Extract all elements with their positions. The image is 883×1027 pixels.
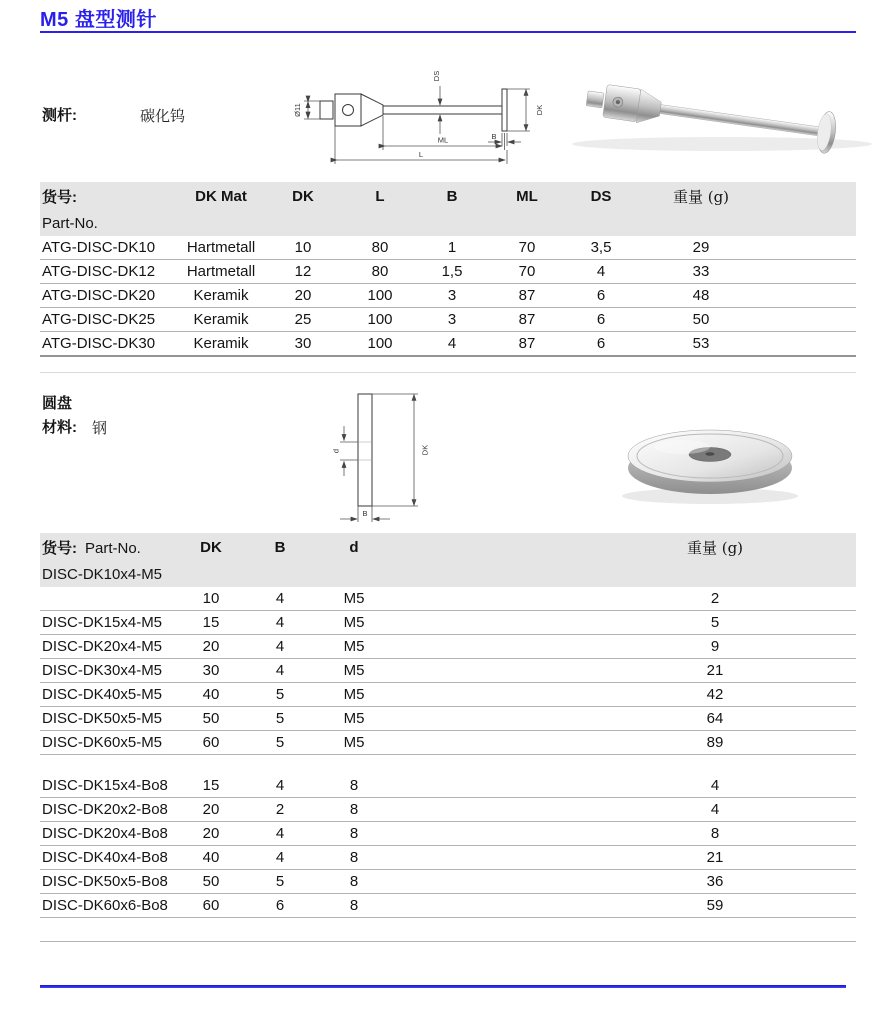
- disc-material-label: 材料:: [42, 419, 77, 436]
- cell-d: 8: [318, 774, 390, 798]
- cell-weight: 5: [640, 611, 790, 635]
- col-part-en: Part-No.: [40, 210, 856, 236]
- cell-part: DISC-DK20x2-Bo8: [40, 798, 180, 822]
- cell-weight: 53: [638, 332, 764, 357]
- stylus-shaft-table: [40, 182, 856, 373]
- table-row: [40, 683, 856, 707]
- cell-d: 8: [318, 846, 390, 870]
- table-row: [40, 822, 856, 846]
- dim-label-l: L: [418, 150, 424, 159]
- disc-material-value: 钢: [92, 419, 108, 437]
- cell-dk: 40: [180, 683, 242, 707]
- title-rule: [40, 31, 856, 33]
- disc-dimension-drawing: [328, 386, 446, 528]
- bottom-rule: [40, 985, 846, 988]
- dim-label-dk2: DK: [420, 444, 430, 456]
- cell-part: DISC-DK40x4-Bo8: [40, 846, 180, 870]
- table1-footer-line: [40, 356, 856, 373]
- cell-dk-mat: Keramik: [182, 308, 260, 332]
- cell-dk: [180, 755, 242, 775]
- cell-d: 8: [318, 798, 390, 822]
- cell-part: DISC-DK20x4-Bo8: [40, 822, 180, 846]
- col-part-cn: 货号:: [40, 182, 182, 210]
- cell-weight: 33: [638, 260, 764, 284]
- dim-label-b: B: [491, 132, 497, 141]
- col-l: L: [346, 182, 414, 210]
- disc-product-photo: [610, 410, 815, 512]
- col-dk: DK: [260, 182, 346, 210]
- disc-table: [40, 533, 856, 942]
- cell-part: DISC-DK15x4-M5: [40, 611, 180, 635]
- cell-part: ATG-DISC-DK12: [40, 260, 182, 284]
- col-dk2: DK: [180, 533, 242, 561]
- cell-d: [318, 755, 390, 775]
- cell-d: M5: [318, 587, 390, 611]
- cell-b: 5: [242, 707, 318, 731]
- dim-label-dk: DK: [535, 104, 544, 116]
- cell-dk: 10: [260, 236, 346, 260]
- table-row: [40, 755, 856, 775]
- stylus-shaft-label: 测杆:: [42, 107, 77, 124]
- col-b: B: [414, 182, 490, 210]
- disc-label: 圆盘: [42, 395, 73, 412]
- table1-header: [40, 182, 856, 236]
- cell-ds: 6: [564, 284, 638, 308]
- table2-header: [40, 533, 856, 587]
- cell-part: DISC-DK60x6-Bo8: [40, 894, 180, 918]
- col-spacer: [390, 533, 640, 561]
- cell-part: ATG-DISC-DK25: [40, 308, 182, 332]
- table1-body: [40, 236, 856, 356]
- cell-d: 8: [318, 870, 390, 894]
- cell-b: 4: [242, 846, 318, 870]
- cell-weight: 4: [640, 798, 790, 822]
- cell-b: 4: [414, 332, 490, 357]
- cell-dk: 25: [260, 308, 346, 332]
- cell-weight: 48: [638, 284, 764, 308]
- cell-part: DISC-DK30x4-M5: [40, 659, 180, 683]
- table-row: [40, 894, 856, 918]
- cell-d: M5: [318, 611, 390, 635]
- cell-weight: 89: [640, 731, 790, 755]
- cell-dk: 50: [180, 870, 242, 894]
- cell-dk: 20: [180, 798, 242, 822]
- cell-dk-mat: Keramik: [182, 332, 260, 357]
- table-row: [40, 774, 856, 798]
- cell-weight: 2: [640, 587, 790, 611]
- cell-d: M5: [318, 635, 390, 659]
- cell-dk: 20: [260, 284, 346, 308]
- col-ds: DS: [564, 182, 638, 210]
- cell-weight: 36: [640, 870, 790, 894]
- cell-b: 5: [242, 870, 318, 894]
- table-row: [40, 332, 856, 357]
- dim-label-ds: DS: [432, 70, 441, 82]
- col-d2: d: [318, 533, 390, 561]
- cell-b: [242, 755, 318, 775]
- cell-part: [40, 587, 180, 611]
- dim-label-b2: B: [362, 509, 368, 518]
- cell-ds: 4: [564, 260, 638, 284]
- cell-d: M5: [318, 659, 390, 683]
- cell-dk: 20: [180, 822, 242, 846]
- cell-part: DISC-DK40x5-M5: [40, 683, 180, 707]
- cell-b: 4: [242, 659, 318, 683]
- table-row: [40, 308, 856, 332]
- col-filler: [764, 182, 856, 210]
- cell-d: 8: [318, 822, 390, 846]
- table2-body: [40, 587, 856, 918]
- col-ml: ML: [490, 182, 564, 210]
- cell-ml: 87: [490, 308, 564, 332]
- cell-weight: 9: [640, 635, 790, 659]
- cell-part: ATG-DISC-DK30: [40, 332, 182, 357]
- cell-d: M5: [318, 707, 390, 731]
- cell-part: [40, 755, 180, 775]
- table-row: [40, 707, 856, 731]
- col-weight: 重量 (g): [638, 182, 764, 210]
- table-row: [40, 284, 856, 308]
- cell-weight: 4: [640, 774, 790, 798]
- cell-part: DISC-DK50x5-M5: [40, 707, 180, 731]
- cell-dk-mat: Hartmetall: [182, 260, 260, 284]
- cell-ml: 70: [490, 260, 564, 284]
- cell-weight: 21: [640, 846, 790, 870]
- cell-d: 8: [318, 894, 390, 918]
- table-row: [40, 611, 856, 635]
- cell-ml: 87: [490, 284, 564, 308]
- cell-dk-mat: Keramik: [182, 284, 260, 308]
- cell-weight: 42: [640, 683, 790, 707]
- header-first-part-no: DISC-DK10x4-M5: [40, 561, 856, 587]
- cell-weight: 50: [638, 308, 764, 332]
- cell-weight: 8: [640, 822, 790, 846]
- cell-weight: 21: [640, 659, 790, 683]
- cell-b: 3: [414, 284, 490, 308]
- cell-dk: 30: [260, 332, 346, 357]
- table2-footer-line: [40, 918, 856, 942]
- cell-d: M5: [318, 731, 390, 755]
- col-filler2: [790, 533, 856, 561]
- table-row: [40, 659, 856, 683]
- cell-part: DISC-DK60x5-M5: [40, 731, 180, 755]
- table-row: [40, 798, 856, 822]
- cell-dk: 60: [180, 894, 242, 918]
- cell-b: 4: [242, 822, 318, 846]
- cell-dk-mat: Hartmetall: [182, 236, 260, 260]
- cell-dk: 40: [180, 846, 242, 870]
- table-row: [40, 587, 856, 611]
- cell-l: 80: [346, 260, 414, 284]
- cell-part: DISC-DK20x4-M5: [40, 635, 180, 659]
- col-dk-mat: DK Mat: [182, 182, 260, 210]
- cell-weight: [640, 755, 790, 775]
- table-row: [40, 846, 856, 870]
- cell-ds: 6: [564, 332, 638, 357]
- cell-l: 80: [346, 236, 414, 260]
- cell-d: M5: [318, 683, 390, 707]
- cell-ml: 70: [490, 236, 564, 260]
- stylus-product-photo: [552, 66, 882, 158]
- cell-weight: 29: [638, 236, 764, 260]
- cell-dk: 15: [180, 774, 242, 798]
- table-row: [40, 236, 856, 260]
- cell-weight: 64: [640, 707, 790, 731]
- stylus-dimension-drawing: [290, 58, 548, 166]
- table-row: [40, 635, 856, 659]
- cell-part: DISC-DK15x4-Bo8: [40, 774, 180, 798]
- cell-dk: 50: [180, 707, 242, 731]
- cell-b: 4: [242, 774, 318, 798]
- cell-dk: 10: [180, 587, 242, 611]
- dim-label-d: d: [331, 448, 341, 454]
- cell-l: 100: [346, 308, 414, 332]
- cell-b: 4: [242, 587, 318, 611]
- cell-b: 4: [242, 635, 318, 659]
- cell-dk: 60: [180, 731, 242, 755]
- col-part-cn2: 货号:: [42, 539, 77, 557]
- cell-b: 3: [414, 308, 490, 332]
- page-title: M5 盘型测针: [40, 9, 157, 31]
- cell-part: ATG-DISC-DK20: [40, 284, 182, 308]
- cell-b: 4: [242, 611, 318, 635]
- cell-part: DISC-DK50x5-Bo8: [40, 870, 180, 894]
- cell-ml: 87: [490, 332, 564, 357]
- table-row: [40, 870, 856, 894]
- cell-ds: 6: [564, 308, 638, 332]
- cell-b: 5: [242, 683, 318, 707]
- table-row: [40, 731, 856, 755]
- cell-l: 100: [346, 284, 414, 308]
- dim-label-dia11: Ø11: [293, 103, 302, 117]
- cell-dk: 15: [180, 611, 242, 635]
- col-b2: B: [242, 533, 318, 561]
- cell-part: ATG-DISC-DK10: [40, 236, 182, 260]
- cell-dk: 12: [260, 260, 346, 284]
- cell-b: 2: [242, 798, 318, 822]
- col-part-en2: Part-No.: [85, 539, 141, 557]
- cell-weight: 59: [640, 894, 790, 918]
- cell-l: 100: [346, 332, 414, 357]
- cell-dk: 30: [180, 659, 242, 683]
- dim-label-ml: ML: [437, 135, 449, 145]
- cell-b: 5: [242, 731, 318, 755]
- cell-b: 1,5: [414, 260, 490, 284]
- stylus-material-value: 碳化钨: [140, 107, 186, 125]
- cell-b: 1: [414, 236, 490, 260]
- cell-b: 6: [242, 894, 318, 918]
- cell-dk: 20: [180, 635, 242, 659]
- cell-ds: 3,5: [564, 236, 638, 260]
- col-weight2: 重量 (g): [640, 533, 790, 561]
- table-row: [40, 260, 856, 284]
